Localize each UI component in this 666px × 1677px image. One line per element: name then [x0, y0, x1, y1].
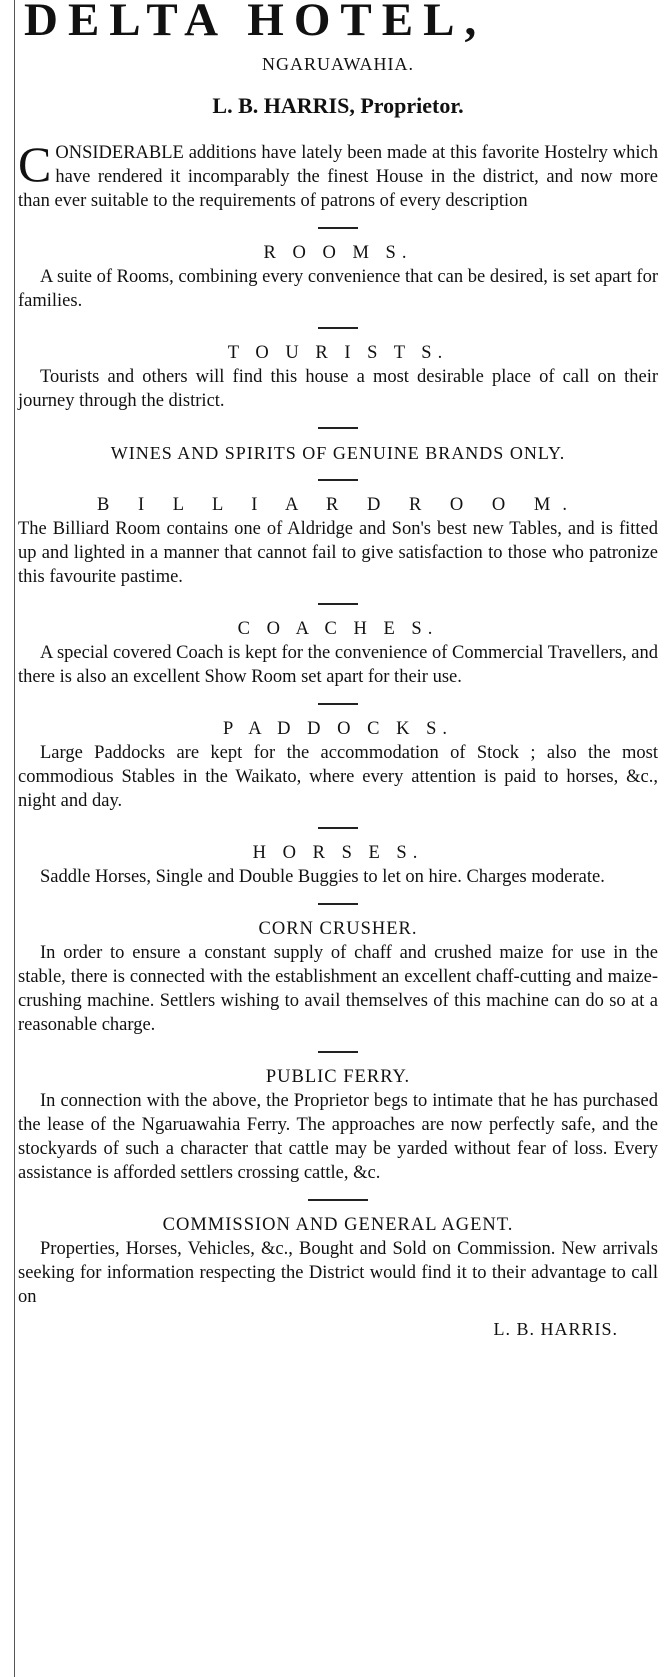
- horses-text: Saddle Horses, Single and Double Buggies to let on hire. Charges moderate.: [40, 867, 605, 887]
- hotel-title: DELTA HOTEL,: [24, 0, 487, 46]
- commission-heading: COMMISSION AND GENERAL AGENT.: [162, 1215, 514, 1235]
- billiard-text: The Billiard Room contains one of Aldridge and Son's best new Tables, and is fitted up and lighted in a manner that cannot fail to give satisfaction to those who patronize this favourite pastime.: [18, 519, 658, 587]
- coaches-heading: C O A C H E S.: [237, 619, 439, 639]
- rooms-heading: R O O M S.: [263, 243, 413, 263]
- separator: [318, 1051, 358, 1053]
- corn-crusher-text: In order to ensure a constant supply of chaff and crushed maize for use in the stable, there is connected with the establishment an excellent chaff-cutting and maize-crushing machine. Settlers wishing to avail themselves of this machine can do so at a reasonable charge.: [18, 943, 658, 1035]
- separator: [318, 903, 358, 905]
- public-ferry-heading: PUBLIC FERRY.: [265, 1067, 411, 1087]
- separator: [318, 427, 358, 429]
- paddocks-text: Large Paddocks are kept for the accommodation of Stock ; also the most commodious Stables in the Waikato, where every attention is paid to horses, &c., night and day.: [18, 743, 658, 811]
- signature: L. B. HARRIS.: [493, 1319, 618, 1339]
- wines-heading: WINES AND SPIRITS OF GENUINE BRANDS ONLY.: [110, 443, 566, 463]
- separator: [318, 603, 358, 605]
- separator: [308, 1199, 368, 1201]
- separator: [318, 827, 358, 829]
- paddocks-heading: P A D D O C K S.: [223, 719, 453, 739]
- advertisement: [18, 0, 658, 1341]
- separator: [318, 227, 358, 229]
- separator: [318, 703, 358, 705]
- billiard-heading: B I L L I A R D R O O M.: [97, 495, 579, 515]
- coaches-text: A special covered Coach is kept for the convenience of Commercial Travellers, and there is also an excellent Show Room set apart for their use.: [18, 643, 659, 687]
- corn-crusher-heading: CORN CRUSHER.: [258, 919, 418, 939]
- separator: [318, 327, 358, 329]
- proprietor-line: L. B. HARRIS, Proprietor.: [212, 93, 464, 118]
- intro-text: ONSIDERABLE additions have lately been made at this favorite Hostelry which have rendered it incomparably the finest House in the district, and now more than ever suitable to the requirements of patrons of every description: [18, 143, 658, 211]
- intro-paragraph: [18, 136, 658, 213]
- drop-cap: C: [18, 136, 52, 192]
- location-line: NGARUAWAHIA.: [261, 54, 415, 74]
- tourists-text: Tourists and others will find this house a most desirable place of call on their journey through the district.: [18, 367, 658, 411]
- tourists-heading: T O U R I S T S.: [227, 343, 449, 363]
- column-rule: [14, 0, 15, 1677]
- separator: [318, 479, 358, 481]
- public-ferry-text: In connection with the above, the Proprietor begs to intimate that he has purchased the lease of the Ngaruawahia Ferry. The approaches are now perfectly safe, and the stockyards of such a character that cattle may be yarded without fear of loss. Every assistance is afforded settlers crossing cattle, &c.: [18, 1091, 658, 1183]
- rooms-text: A suite of Rooms, combining every convenience that can be desired, is set apart for families.: [18, 267, 658, 311]
- commission-text: Properties, Horses, Vehicles, &c., Bought and Sold on Commission. New arrivals seeking for information respecting the District would find it to their advantage to call on: [18, 1239, 658, 1307]
- horses-heading: H O R S E S.: [252, 843, 424, 863]
